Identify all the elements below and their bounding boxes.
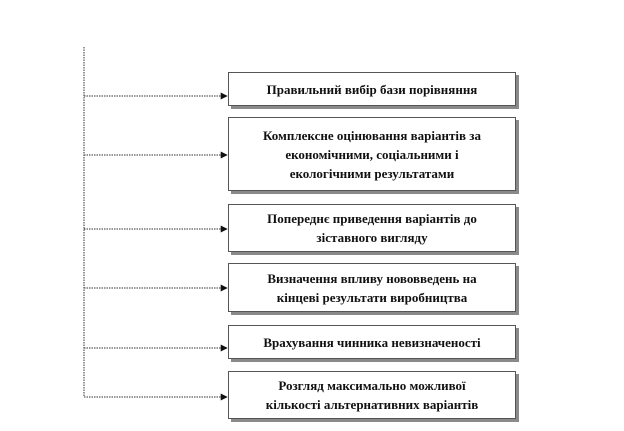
box-text-line: економічними, соціальними і: [285, 146, 459, 162]
box-text-line: Правильний вибір бази порівняння: [266, 81, 478, 97]
box-text: [267, 80, 478, 99]
box-text-line: Врахування чинника невизначеності: [263, 334, 481, 350]
box-text-line: екологічними результатами: [289, 165, 455, 181]
box-text: [263, 126, 481, 183]
diagram-box: [228, 117, 516, 191]
diagram-box: [228, 263, 516, 312]
box-text-line: кількості альтернативних варіантів: [265, 397, 479, 412]
box-text: [266, 376, 478, 414]
diagram-box: [228, 325, 516, 359]
diagram-box: [228, 204, 516, 252]
box-text: [267, 269, 476, 307]
diagram-box: [228, 371, 516, 419]
box-text: [263, 333, 480, 352]
box-text-line: Розгляд максимально можливої: [278, 378, 466, 393]
box-text-line: кінцеві результати виробництва: [276, 289, 468, 305]
box-text-line: Комплексне оцінювання варіантів за: [262, 127, 482, 143]
box-text-line: Попереднє приведення варіантів до: [267, 211, 477, 226]
box-text-line: Визначення впливу нововведень на: [267, 270, 477, 286]
diagram-box: [228, 72, 516, 106]
box-text-line: зіставного вигляду: [316, 230, 428, 245]
box-text: [267, 209, 477, 247]
